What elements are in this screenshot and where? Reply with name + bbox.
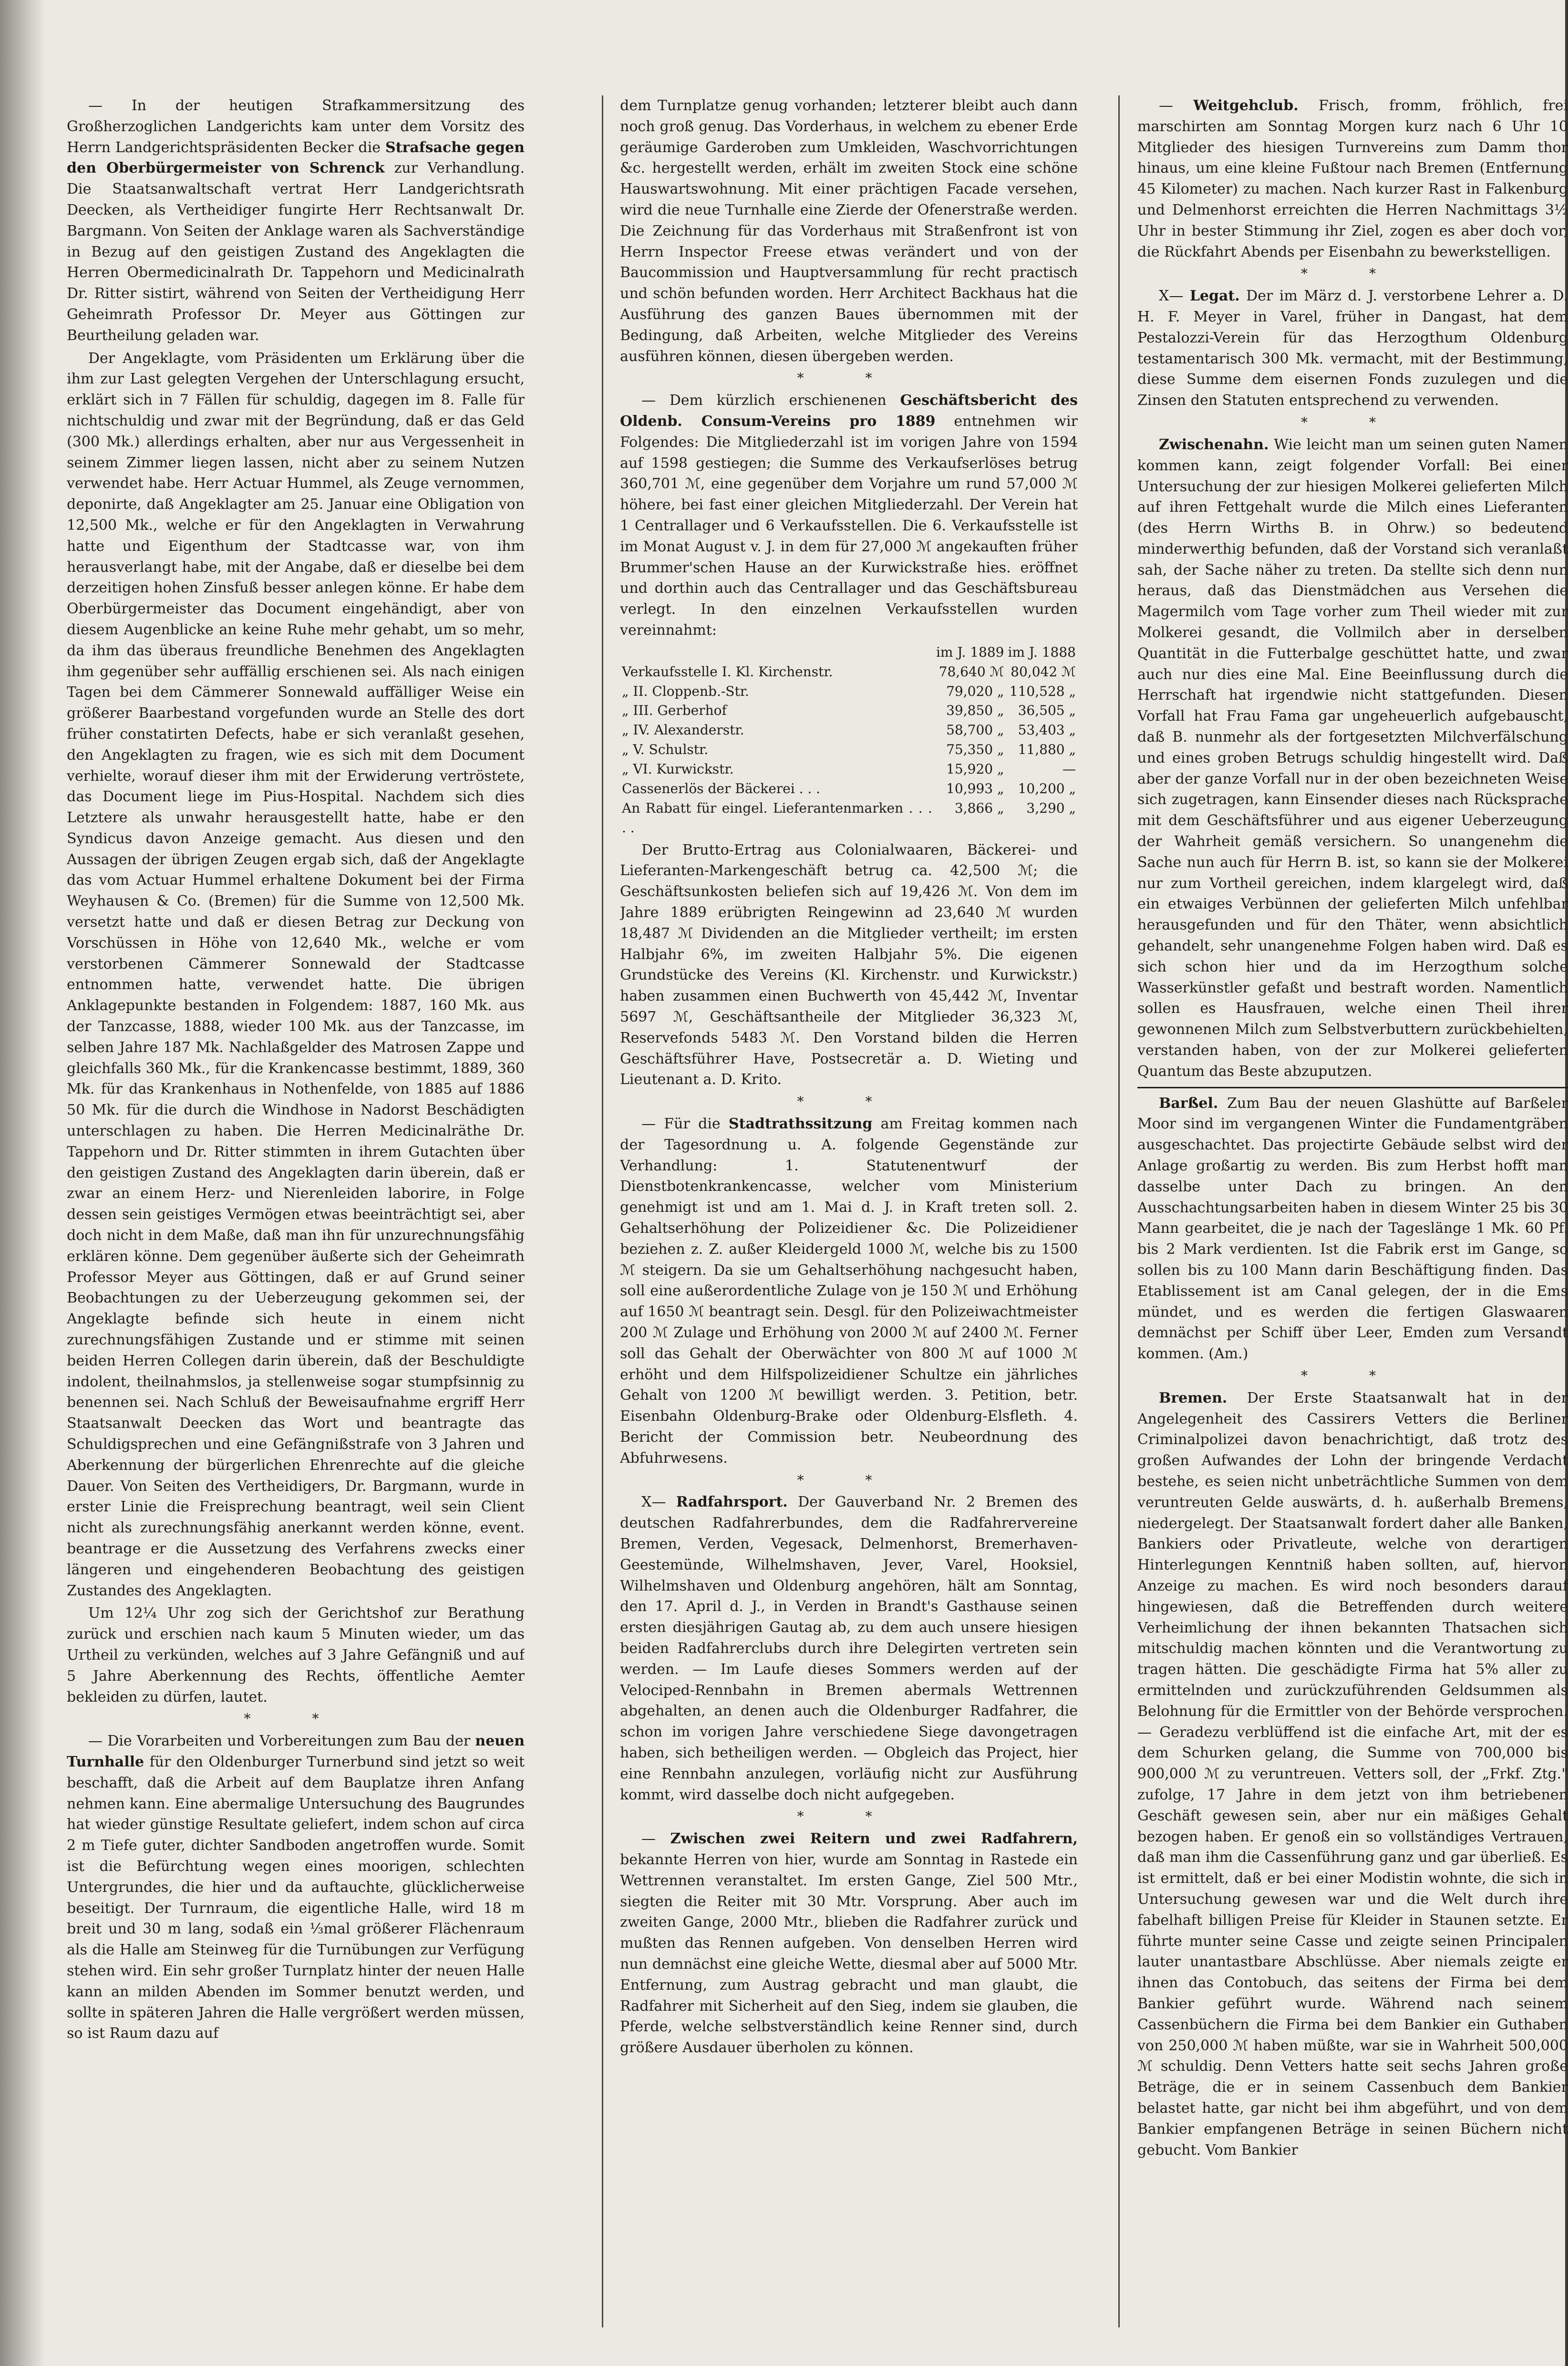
headline-reiter-radfahrer: Zwischen zwei Reitern und zwei Radfahrern, <box>670 1830 1078 1848</box>
article-weitgehclub: — Weitgehclub. Frisch, fromm, fröhlich, frei marschirten am Sonntag Morgen kurz nach 6 Uhr 10 Mitglieder des hiesigen Turnvereins zum Damm thor hinaus, um eine kleine Fußtour nach Bremen (Entfernung 45 Kilometer) zu machen. Nach kurzer Rast in Falkenburg und Delmenhorst erreichten die Herren Nachmittags 3½ Uhr in bester Stimmung ihr Ziel, zogen es aber doch vor, die Rückfahrt Abends per Eisenbahn zu bewerkstelligen. <box>1137 97 1568 260</box>
article-reiter-radfahrer: — Zwischen zwei Reitern und zwei Radfahrern, bekannte Herren von hier, wurde am Sonntag in Rastede ein Wettrennen veranstaltet. Im ersten Gange, Ziel 500 Mtr., siegten die Reiter mit 30 Mtr. Vorsprung. Aber auch im zweiten Gange, 2000 Mtr., blieben die Radfahrer zurück und mußten das Rennen aufgeben. Von denselben Herren wird nun demnächst eine gleiche Wette, diesmal aber auf 5000 Mtr. Entfernung, zum Austrag gebracht und man glaubt, die Radfahrer mit Sicherheit auf den Sieg, indem sie glauben, die Pferde, welche selbstverständlich keine Renner sind, durch größere Ausdauer überholen zu können. <box>620 1830 1078 2056</box>
headline-barssel: Barßel. <box>1159 1095 1218 1112</box>
article-radfahrsport: X— Radfahrsport. Der Gauverband Nr. 2 Bremen des deutschen Radfahrerbundes, dem die Radfahrervereine Bremen, Verden, Vegesack, Delmenhorst, Bremerhaven-Geestemünde, Wilhelmshaven, Jever, Varel, Hooksiel, Wilhelmshaven und Oldenburg angehören, hält am Sonntag, den 17. April d. J., in Verden in Brandt's Gasthause seinen ersten diesjährigen Gautag ab, zu dem auch unsere hiesigen beiden Radfahrerclubs durch ihre Delegirten vertreten sein werden. — Im Laufe dieses Sommers werden auf der Velociped-Rennbahn in Bremen abermals Wettrennen abgehalten, an denen auch die Oldenburger Radfahrer, die schon im vorigen Jahre verschiedene Siege davongetragen haben, sich betheiligen werden. — Obgleich das Project, hier eine Rennbahn anzulegen, vorläufig nicht zur Ausführung kommt, wird dasselbe doch nicht aufgegeben. <box>620 1494 1078 1803</box>
column-rule-1 <box>602 95 603 2327</box>
article-stadtrathssitzung: — Für die Stadtrathssitzung am Freitag kommen nach der Tagesordnung u. A. folgende Gegenstände zur Verhandlung: 1. Statutenentwurf der Dienstbotenkrankencasse, welcher vom Ministerium genehmigt ist und am 1. Mai d. J. in Kraft treten soll. 2. Gehaltserhöhung der Polizeidiener &c. Die Polizeidiener beziehen z. Z. außer Kleidergeld 1000 ℳ, welche bis zu 1500 ℳ steigern. Da sie um Gehaltserhöhung nachgesucht haben, soll eine außerordentliche Zulage von je 150 ℳ und Erhöhung auf 1650 ℳ beantragt sein. Desgl. für den Polizeiwachtmeister 200 ℳ Zulage und Erhöhung von 2000 ℳ auf 2400 ℳ. Ferner soll das Gehalt der Oberwächter von 800 ℳ auf 1000 ℳ erhöht und dem Hilfspolizeidiener Schultze ein jährliches Gehalt von 1200 ℳ bewilligt werden. 3. Petition, betr. Eisenbahn Oldenburg-Brake oder Oldenburg-Elsfleth. 4. Bericht der Commission betr. Neubeordnung des Abfuhrwesens. <box>620 1115 1078 1467</box>
paragraph: Der Brutto-Ertrag aus Colonialwaaren, Bäckerei- und Lieferanten-Markengeschäft betrug ca. 42,500 ℳ; die Geschäftsunkosten beliefen sich auf 19,426 ℳ. Von dem im Jahre 1889 erübrigten Reingewinn ad 23,640 ℳ wurden 18,487 ℳ Dividenden an die Mitglieder vertheilt; im ersten Halbjahr 6%, im zweiten Halbjahr 5%. Die eigenen Grundstücke des Vereins (Kl. Kirchenstr. und Kurwickstr.) haben zusammen einen Buchwerth von 45,442 ℳ, Inventar 5697 ℳ, Geschäftsantheile der Mitglieder 36,323 ℳ, Reservefonds 5483 ℳ. Den Vorstand bilden die Herren Geschäftsführer Have, Postsecretär a. D. Wieting und Lieutenant a. D. Krito. <box>620 841 1078 1088</box>
section-separator: * * <box>797 1808 901 1825</box>
paragraph: Der Angeklagte, vom Präsidenten um Erklärung über die ihm zur Last gelegten Vergehen der Unterschlagung ersucht, erklärt sich in 7 Fällen für schuldig, dagegen im 8. Falle für nichtschuldig und zwar mit der Begründung, daß er das Geld (300 Mk.) allerdings erhalten, aber nur aus Vergessenheit in seinem Zimmer liegen lassen, nicht aber zu seinem Nutzen verwendet habe. Herr Actuar Hummel, als Zeuge vernommen, deponirte, daß Angeklagter am 25. Januar eine Obligation von 12,500 Mk., welche er für den Angeklagten in Verwahrung hatte und Eigenthum der Stadtcasse war, von ihm herausverlangt habe, mit der Angabe, daß er dieselbe bei dem derzeitigen hohen Zinsfuß besser anlegen könne. Er habe dem Oberbürgermeister das Document eingehändigt, aber von diesem Augenblicke an keine Ruhe mehr gehabt, um so mehr, da ihm das überaus freundliche Benehmen des Angeklagten ihm gegenüber sehr auffällig erschienen sei. Als nach einigen Tagen bei dem Cämmerer Sonnewald auffälliger Weise ein größerer Baarbestand vorgefunden wurde an Stelle des dort früher constatirten Defects, habe er sich veranlaßt gesehen, den Angeklagten zu fragen, wie es sich mit dem Document verhielte, worauf dieser ihm mit der Erwiderung vertröstete, das Document liege im Pius-Hospital. Nachdem sich dies Letztere als unwahr herausgestellt hatte, habe er den Syndicus davon Anzeige gemacht. Aus diesen und den Aussagen der übrigen Zeugen ergab sich, daß der Angeklagte das vom Actuar Hummel erhaltene Dokument bei der Firma Weyhausen & Co. (Bremen) für die Summe von 12,500 Mk. versetzt hatte und daß er diesen Betrag zur Deckung von Vorschüssen in Höhe von 12,640 Mk., welche er vom verstorbenen Cämmerer Sonnewald der Stadtcasse entnommen hatte, verwendet hatte. Die übrigen Anklagepunkte bestanden in Folgendem: 1887, 160 Mk. aus der Tanzcasse, 1888, wieder 100 Mk. aus der Tanzcasse, im selben Jahre 187 Mk. Nachlaßgelder des Matrosen Zappe und gleichfalls 360 Mk., für die Krankencasse bestimmt, 1889, 360 Mk. für das Krankenhaus in Nothenfelde, von 1885 auf 1886 50 Mk. für die durch die Windhose in Nadorst Beschädigten unterschlagen zu haben. Die Herren Medicinalräthe Dr. Tappehorn und Dr. Ritter stimmten in ihrem Gutachten über den geistigen Zustand des Angeklagten darin überein, daß er zwar an einem Herz- und Nierenleiden laborire, in Folge dessen sein geistiges Vermögen etwas beeinträchtigt sei, aber doch nicht in dem Maße, daß man ihn für unzurechnungsfähig erklären könne. Dem gegenüber äußerte sich der Geheimrath Professor Meyer aus Göttingen, daß er auf Grund seiner Beobachtungen zu der Ueberzeugung gekommen sei, der Angeklagte befinde sich heute in einem nicht zurechnungsfähigen Zustande und er stimme mit seinen beiden Herren Collegen darin überein, daß der Beschuldigte indolent, theilnahmslos, ja stellenweise sogar stumpfsinnig zu benennen sei. Nach Schluß der Beweisaufnahme ergriff Herr Staatsanwalt Deecken das Wort und beantragte das Schuldigsprechen und eine Gefängnißstrafe von 3 Jahren und Aberkennung der bürgerlichen Ehrenrechte auf die gleiche Dauer. Von Seiten des Vertheidigers, Dr. Bargmann, wurde in erster Linie die Freisprechung beantragt, weil sein Client nicht als zurechnungsfähig anerkannt werden könne, event. beantrage er die Aussetzung des Verfahrens zwecks einer längeren und eingehenderen Beobachtung des geistigen Zustandes des Angeklagten. <box>67 350 525 1599</box>
source-tag: (Am.) <box>1208 1345 1248 1363</box>
article-zwischenahn: Zwischenahn. Wie leicht man um seinen guten Namen kommen kann, zeigt folgender Vorfall: Bei einer Untersuchung der zur hiesigen Molkerei gelieferten Milch auf ihren Fettgehalt wurde die Milch eines Lieferanten (des Herrn Wirths B. in Ohrw.) so bedeutend minderwerthig befunden, daß der Vorstand sich veranlaßt sah, der Sache näher zu treten. Da stellte sich denn nun heraus, daß das Dienstmädchen aus Versehen die Magermilch vom Tage vorher zum Theil wieder mit zur Molkerei gesandt, die Vollmilch aber in derselben Quantität in die Futterbalge geschüttet hatte, und zwar auch nur dies eine Mal. Eine Beeinflussung durch die Herrschaft hat irgendwie nicht stattgefunden. Diesen Vorfall hat Frau Fama gar ungeheuerlich aufgebauscht, daß B. nunmehr als der fortgesetzten Milchverfälschung und eines groben Betrugs schuldig hingestellt wird. Daß aber der ganze Vorfall nur in der oben bezeichneten Weise sich zugetragen, kann Einsender dieses nach Rücksprache mit dem Geschäftsführer und aus eigener Ueberzeugung der Wahrheit gemäß versichern. So unangenehm die Sache nun auch für Herrn B. ist, so kann sie der Molkerei nur zum Vortheil gereichen, indem klargelegt wird, daß ein etwaiges Verbünnen der gelieferten Milch unfehlbar herausgefunden und für den Thäter, wenn absichtlich gehandelt, sehr unangenehme Folgen haben wird. Daß es sich schon hier und da im Herzogthum solche Wasserkünstler gefaßt und bestraft worden. Namentlich sollen es Hausfrauen, welche einen Theil ihrer gewonnenen Milch zum Selbstverbuttern zurückbehielten, verstanden haben, von der zur Molkerei gelieferten Quantum das Beste abzuputzen. <box>1137 436 1568 1080</box>
headline-radfahrsport: Radfahrsport. <box>676 1494 788 1511</box>
paragraph: dem Turnplatze genug vorhanden; letzterer bleibt auch dann noch groß genug. Das Vorderhaus, in welchem zu ebener Erde geräumige Garderoben zum Umkleiden, Waschvorrichtungen &c. hergestellt werden, erhält im zweiten Stock eine schöne Hauswartswohnung. Mit einer prächtigen Facade versehen, wird die neue Turnhalle eine Zierde der Ofenerstraße werden. Die Zeichnung für das Vorderhaus mit Straßenfront ist von Herrn Inspector Freese etwas verändert und von der Baucommission und Hauptversammlung für recht practisch und schön befunden worden. Herr Architect Backhaus hat die Ausführung des ganzen Baues übernommen mit der Bedingung, daß Arbeiten, welche Mitglieder des Vereins ausführen können, diesen übergeben werden. <box>620 97 1078 365</box>
table-row: „ V. Schulstr. 75,350 „ 11,880 „ <box>622 742 1076 758</box>
headline-consum-verein: Geschäftsbericht des Oldenb. Consum-Vereins pro 1889 <box>620 392 1078 430</box>
section-separator: * * <box>1301 1367 1404 1384</box>
table-row: „ IV. Alexanderstr. 58,700 „ 53,403 „ <box>622 722 1076 738</box>
table-row: „ III. Gerberhof 39,850 „ 36,505 „ <box>622 703 1076 719</box>
section-separator: * * <box>797 1094 901 1110</box>
column-rule-2 <box>1118 95 1120 2327</box>
headline-legat: Legat. <box>1189 288 1240 305</box>
column-left <box>67 95 525 2327</box>
article-legat: X— Legat. Der im März d. J. verstorbene Lehrer a. D. H. F. Meyer in Varel, früher in Dangast, hat dem Pestalozzi-Verein für das Herzogthum Oldenburg testamentarisch 300 Mk. vermacht, mit der Bestimmung, diese Summe dem eisernen Fonds zuzulegen und die Zinsen den Statuten entsprechend zu verwenden. <box>1137 288 1568 409</box>
table-row: Verkaufsstelle I. Kl. Kirchenstr. 78,640 ℳ 80,042 ℳ <box>622 663 1076 680</box>
article-bremen: Bremen. Der Erste Staatsanwalt hat in der Angelegenheit des Cassirers Vetters die Berliner Criminalpolizei davon benachrichtigt, daß trotz des großen Aufwandes der Lohn der bringende Verdacht bestehe, es seien nicht unbeträchtliche Summen von dem veruntreuten Gelde auswärts, d. h. außerhalb Bremens, niedergelegt. Der Staatsanwalt fordert daher alle Banken, Bankiers oder Privatleute, welche von derartigen Hinterlegungen Kenntniß haben sollten, auf, hiervon Anzeige zu machen. Es wird noch besonders darauf hingewiesen, daß die Betreffenden durch weitere Verheimlichung der ihnen bekannten Thatsachen sich mitschuldig machen könnten und die Verantwortung zu tragen hätten. Die geschädigte Firma hat 5% aller zu ermittelnden und zurückzuführenden Geldsummen als Belohnung für die Ermittler von der Behörde versprochen. — Geradezu verblüffend ist die einfache Art, mit der es dem Schurken gelang, die Summe von 700,000 bis 900,000 ℳ zu veruntreuen. Vetters soll, der „Frkf. Ztg." zufolge, 17 Jahre in dem jetzt von ihm betriebenen Geschäft gewesen sein, aber nur ein mäßiges Gehalt bezogen haben. Er genoß ein so vollständiges Vertrauen, daß man ihm die Cassenführung ganz und gar überließ. Es ist ermittelt, daß er bei einer Modistin wohnte, die sich in Untersuchung gewesen war und die Welt durch ihre fabelhaft billigen Preise für Kleider in Staunen setzte. Er führte munter seine Casse und zeigte seinen Principalen lauter unantastbare Abschlüsse. Aber niemals zeigte er ihnen das Contobuch, das seitens der Firma bei dem Bankier geführt wurde. Während nach seinem Cassenbüchern die Firma bei dem Bankier ein Guthaben von 250,000 ℳ haben müßte, war sie in Wahrheit 500,000 ℳ schuldig. Denn Vetters hatte seit sechs Jahren große Beträge, die er in seinem Cassenbuch dem Bankier belastet hatte, gar nicht bei ihm abgeführt, und von dem Bankier empfangenen Beträge in seinen Büchern nicht gebucht. Vom Bankier <box>1137 1389 1568 2159</box>
headline-stadtrathssitzung: Stadtrathssitzung <box>728 1115 873 1132</box>
table-row: „ II. Cloppenb.-Str. 79,020 „ 110,528 „ <box>622 683 1076 699</box>
section-separator: * * <box>797 1472 901 1488</box>
article-barssel: Barßel. Zum Bau der neuen Glashütte auf Barßeler Moor sind im vergangenen Winter die Fundamentgräben ausgeschachtet. Das projectirte Gebäude selbst wird der Anlage großartig zu werden. Bis zum Herbst hofft man dasselbe unter Dach zu bringen. An den Ausschachtungsarbeiten haben in diesem Winter 25 bis 30 Mann gearbeitet, die je nach der Tageslänge 1 Mk. 60 Pf. bis 2 Mark verdienten. Ist die Fabrik erst im Gange, so sollen bis zu 100 Mann darin Beschäftigung finden. Das Etablissement ist am Canal gelegen, der in die Ems mündet, und es werden die fertigen Glaswaaren demnächst per Schiff über Leer, Emden zum Versandt kommen. (Am.) <box>1137 1095 1568 1363</box>
section-separator: * * <box>1301 266 1404 282</box>
column-middle <box>620 95 1078 2327</box>
table-row: „ VI. Kurwickstr. 15,920 „ — <box>622 761 1076 777</box>
column-right <box>1137 95 1568 2327</box>
table-header-row: im J. 1889 im J. 1888 <box>936 644 1076 660</box>
section-rule <box>1137 1087 1568 1088</box>
section-separator: * * <box>1301 414 1404 431</box>
article-consum-verein: — Dem kürzlich erschienenen Geschäftsbericht des Oldenb. Consum-Vereins pro 1889 entnehmen wir Folgendes: Die Mitgliederzahl ist im vorigen Jahre von 1594 auf 1598 gestiegen; die Summe des Verkaufserlöses betrug 360,701 ℳ, eine gegenüber dem Vorjahre um rund 57,000 ℳ höhere, bei fast einer gleichen Mitgliederzahl. Der Verein hat 1 Centrallager und 6 Verkaufsstellen. Die 6. Verkaufsstelle ist im Monat August v. J. in dem für 27,000 ℳ angekauften früher Brummer'schen Hause an der Kurwickstraße hies. eröffnet und dorthin auch das Centrallager und das Geschäftsbureau verlegt. In den einzelnen Verkaufsstellen wurden vereinnahmt: <box>620 392 1078 639</box>
table-row: Cassenerlös der Bäckerei . . . 10,993 „ 10,200 „ <box>622 780 1076 796</box>
article-turnhalle: — Die Vorarbeiten und Vorbereitungen zum Bau der neuen Turnhalle für den Oldenburger Turnerbund sind jetzt so weit beschafft, daß die Arbeit auf dem Bauplatze ihren Anfang nehmen kann. Eine abermalige Untersuchung des Baugrundes hat wieder günstige Resultate geliefert, indem schon auf circa 2 m Tiefe guter, dichter Sandboden angetroffen wurde. Somit ist die Befürchtung wegen eines moorigen, schlechten Untergrundes, die hier und da auftauchte, glücklicherweise beseitigt. Der Turnraum, die eigentliche Halle, wird 18 m breit und 30 m lang, sodaß ein ⅓mal größerer Flächenraum als die Halle am Steinweg für die Turnübungen zur Verfügung stehen wird. Ein sehr großer Turnplatz hinter der neuen Halle kann an milden Abenden im Sommer benutzt werden, und sollte in späteren Jahren die Halle vergrößert werden müssen, so ist Raum dazu auf <box>67 1733 525 2042</box>
sales-table <box>620 643 1078 838</box>
section-separator: * * <box>797 370 901 386</box>
paragraph: Um 12¼ Uhr zog sich der Gerichtshof zur Berathung zurück und erschien nach kaum 5 Minuten wieder, um das Urtheil zu verkünden, welches auf 3 Jahre Gefängniß und auf 5 Jahre Aberkennung des Rechts, öffentliche Aemter bekleiden zu dürfen, lautet. <box>67 1605 525 1705</box>
headline-turnhalle: neuen Turnhalle <box>67 1733 525 1771</box>
section-separator: * * <box>244 1711 348 1727</box>
book-binding-shadow <box>0 0 45 2366</box>
headline-strafsache: Strafsache gegen den Oberbürgermeister von Schrenck <box>67 139 525 177</box>
headline-zwischenahn: Zwischenahn. <box>1159 436 1269 453</box>
article-strafsache: — In der heutigen Strafkammersitzung des Großherzoglichen Landgerichts kam unter dem Vorsitz des Herrn Landgerichtspräsidenten Becker die Strafsache gegen den Oberbürgermeister von Schrenck zur Verhandlung. Die Staatsanwaltschaft vertrat Herr Landgerichtsrath Deecken, als Vertheidiger fungirte Herr Rechtsanwalt Dr. Bargmann. Von Seiten der Anklage waren als Sachverständige in Bezug auf den geistigen Zustand des Angeklagten die Herren Obermedicinalrath Dr. Tappehorn und Medicinalrath Dr. Ritter sistirt, während von Seiten der Vertheidigung Herr Geheimrath Professor Dr. Meyer aus Göttingen zur Beurtheilung geladen war. <box>67 97 525 344</box>
headline-bremen: Bremen. <box>1159 1389 1228 1406</box>
table-row: An Rabatt für eingel. Lieferantenmarken . . . . . 3,866 „ 3,290 „ <box>622 800 1076 836</box>
headline-weitgehclub: Weitgehclub. <box>1193 97 1299 114</box>
